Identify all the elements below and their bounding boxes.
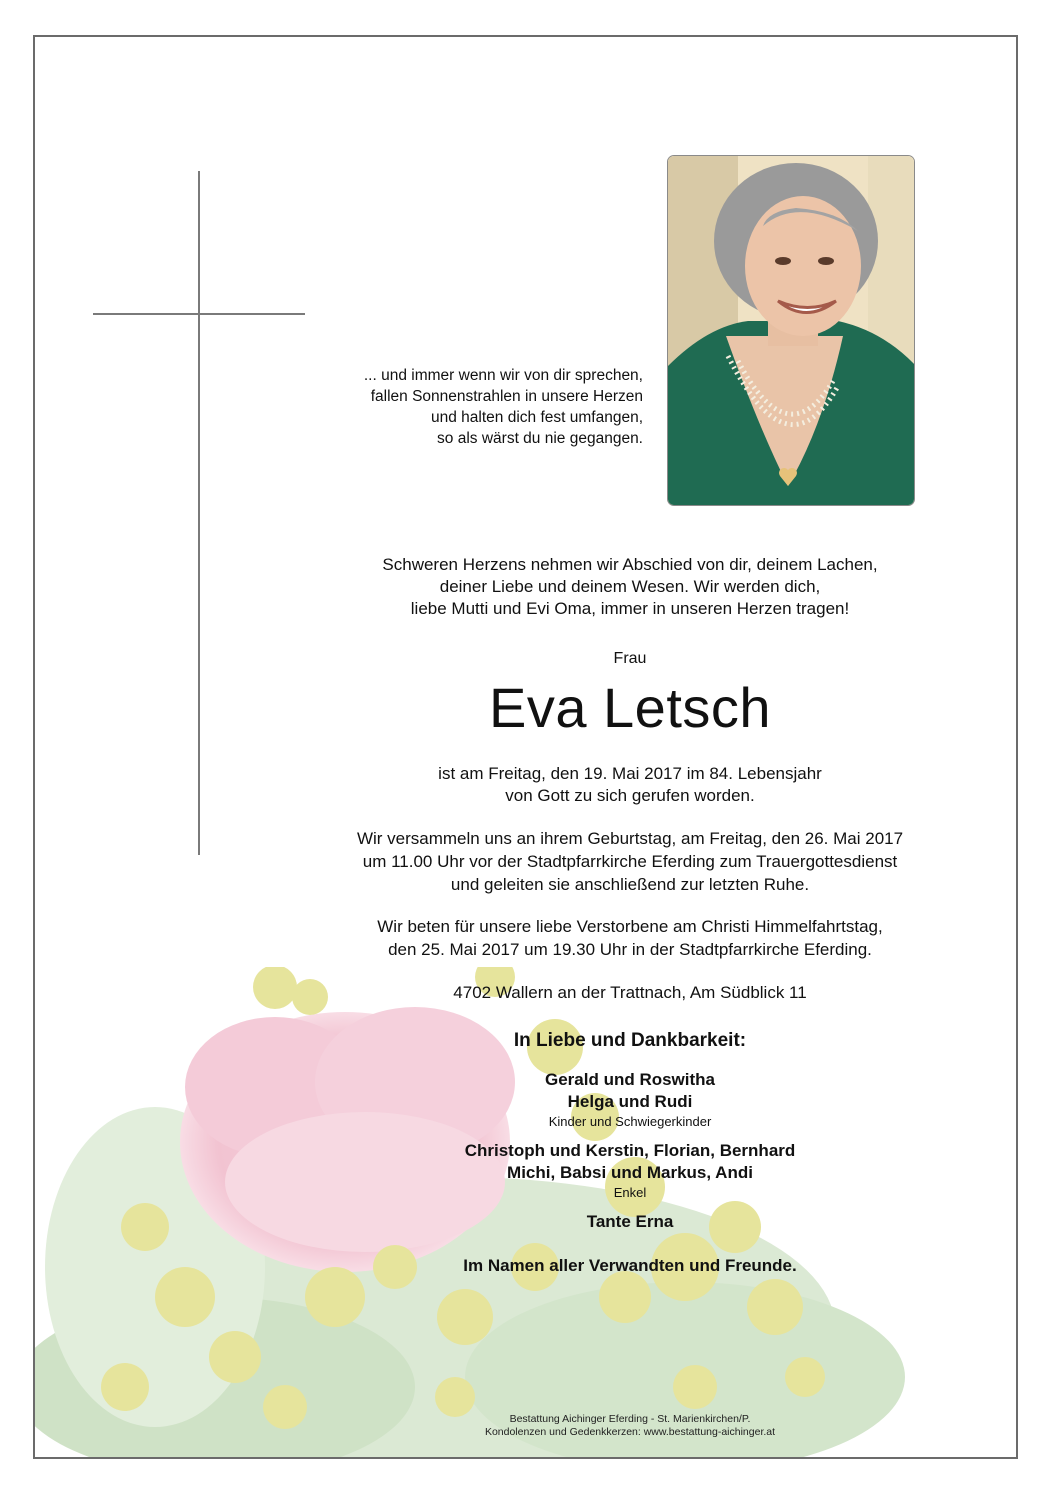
deceased-name: Eva Letsch [488,676,772,739]
death-notice [305,763,955,807]
funeral-line: um 11.00 Uhr vor der Stadtpfarrkirche Eferding zum Trauergottesdienst [362,852,898,871]
death-line: von Gott zu sich gerufen worden. [505,786,755,805]
salutation: Frau [613,650,647,667]
mourner-relation: Kinder und Schwiegerkinder [548,1114,712,1129]
mourner-name: Michi, Babsi und Markus, Andi [507,1163,753,1182]
funeral-line: Wir versammeln uns an ihrem Geburtstag, am Freitag, den 26. Mai 2017 [356,829,904,848]
footer-line: Bestattung Aichinger Eferding - St. Marienkirchen/P. [509,1413,751,1425]
mourners-closing: Im Namen aller Verwandten und Freunde. [463,1256,797,1275]
mourner-relation: Enkel [613,1185,647,1200]
cross-vertical-bar [198,171,200,855]
farewell-text [305,554,955,620]
footer-line: Kondolenzen und Gedenkkerzen: www.bestattung-aichinger.at [484,1426,776,1438]
funeral-info [305,827,955,896]
farewell-line: liebe Mutti und Evi Oma, immer in unseren Herzen tragen! [410,599,850,618]
mourners-list [305,1069,955,1277]
poem-line: fallen Sonnenstrahlen in unsere Herzen [370,388,643,405]
address: 4702 Wallern an der Trattnach, Am Südblick 11 [453,983,807,1002]
farewell-line: deiner Liebe und deinem Wesen. Wir werden dich, [439,577,821,596]
poem-line: und halten dich fest umfangen, [431,409,643,426]
mourners-title: In Liebe und Dankbarkeit: [513,1030,747,1051]
poem [235,365,643,449]
portrait-photo [667,155,915,506]
portrait-illustration [668,156,915,506]
prayer-line: den 25. Mai 2017 um 19.30 Uhr in der Stadtpfarrkirche Eferding. [388,940,872,959]
poem-line: ... und immer wenn wir von dir sprechen, [363,367,643,384]
mourner-name: Tante Erna [586,1212,674,1231]
obituary-card [33,35,1018,1459]
prayer-line: Wir beten für unsere liebe Verstorbene am Christi Himmelfahrtstag, [377,917,883,936]
mourner-name: Gerald und Roswitha [544,1070,716,1089]
mourner-name: Helga und Rudi [567,1092,693,1111]
death-line: ist am Freitag, den 19. Mai 2017 im 84. Lebensjahr [438,764,822,783]
poem-line: so als wärst du nie gegangen. [437,430,643,447]
cross-horizontal-bar [93,313,305,315]
farewell-line: Schweren Herzens nehmen wir Abschied von dir, deinem Lachen, [382,555,878,574]
funeral-home-footer [335,1413,925,1439]
prayer-info [305,915,955,961]
mourner-name: Christoph und Kerstin, Florian, Bernhard [464,1141,796,1160]
funeral-line: und geleiten sie anschließend zur letzten Ruhe. [450,875,810,894]
